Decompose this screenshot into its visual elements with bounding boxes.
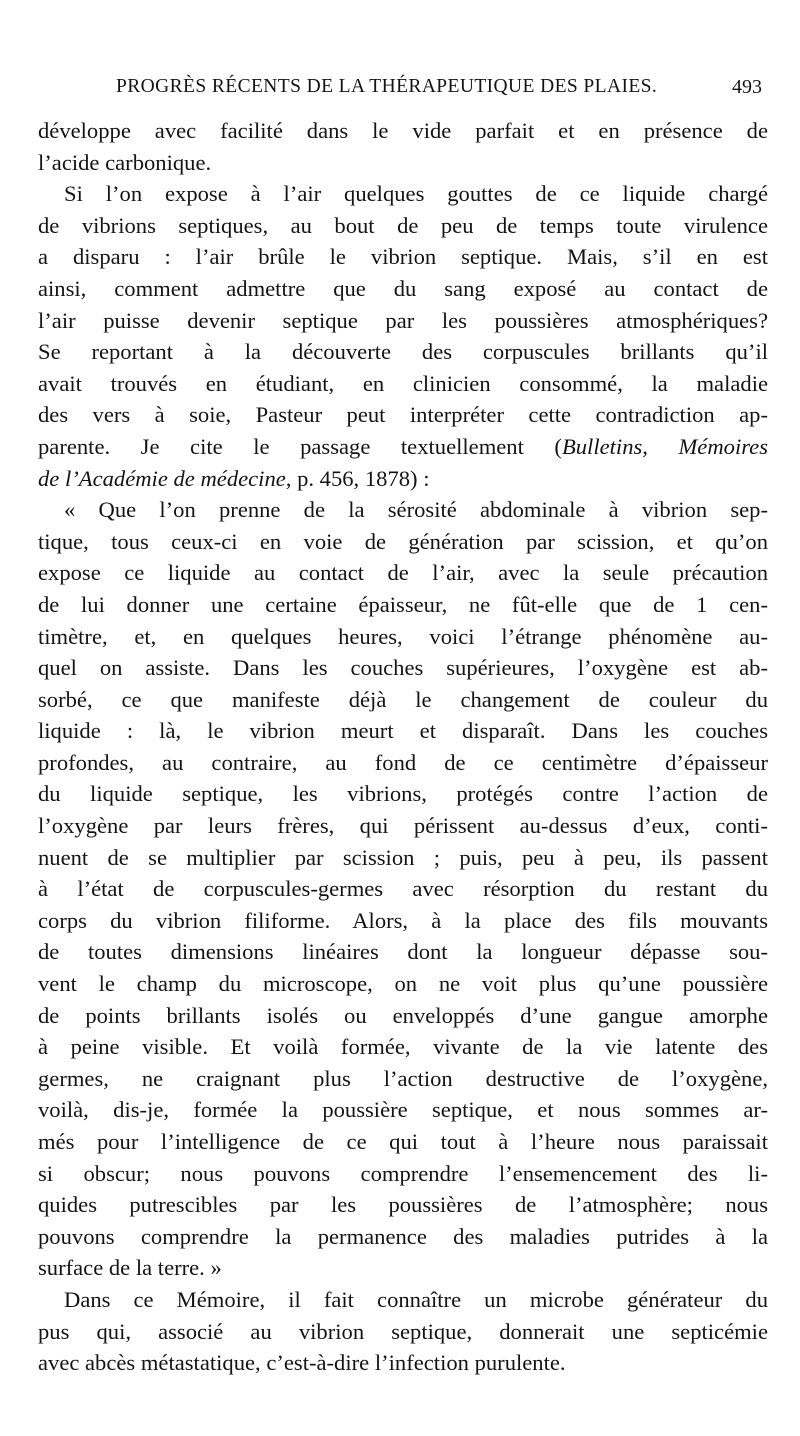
italic-citation: de l’Académie de médecine, bbox=[38, 465, 292, 491]
text-line: nuent de se multiplier par scission ; puis, peu à peu, ils passent bbox=[38, 844, 768, 870]
text-line: l’acide carbonique. bbox=[38, 149, 212, 175]
text-line: si obscur; nous pouvons comprendre l’ensemencement des li- bbox=[38, 1160, 768, 1186]
text-line: de points brillants isolés ou enveloppés d’une gangue amorphe bbox=[38, 1002, 768, 1028]
text-line: de vibrions septiques, au bout de peu de temps toute virulence bbox=[38, 212, 768, 238]
text-line: voilà, dis-je, formée la poussière septique, et nous sommes ar- bbox=[38, 1097, 768, 1123]
page-number: 493 bbox=[732, 76, 762, 98]
text-line-citation bbox=[38, 431, 768, 463]
text-line: liquide : là, le vibrion meurt et disparaît. Dans les couches bbox=[38, 718, 768, 744]
text-line: quel on assiste. Dans les couches supérieures, l’oxygène est ab- bbox=[38, 655, 768, 681]
text-line: avec abcès métastatique, c’est-à-dire l’infection purulente. bbox=[38, 1350, 566, 1376]
text-line: a disparu : l’air brûle le vibrion septique. Mais, s’il en est bbox=[38, 244, 768, 270]
text-line: l’air puisse devenir septique par les poussières atmosphériques? bbox=[38, 307, 768, 333]
text-run: p. 456, 1878) : bbox=[291, 465, 430, 491]
text-line: surface de la terre. » bbox=[38, 1255, 222, 1281]
text-line: de lui donner une certaine épaisseur, ne fût-elle que de 1 cen- bbox=[38, 591, 768, 617]
text-run: parente. Je cite le passage textuellement ( bbox=[38, 433, 562, 459]
text-line: l’oxygène par leurs frères, qui périssent au-dessus d’eux, conti- bbox=[38, 813, 768, 839]
text-line: corps du vibrion filiforme. Alors, à la place des fils mouvants bbox=[38, 907, 768, 933]
text-line: timètre, et, en quelques heures, voici l’étrange phénomène au- bbox=[38, 623, 768, 649]
text-line: pus qui, associé au vibrion septique, donnerait une septicémie bbox=[38, 1318, 768, 1344]
text-line: expose ce liquide au contact de l’air, avec la seule précaution bbox=[38, 560, 768, 586]
text-line: « Que l’on prenne de la sérosité abdominale à vibrion sep- bbox=[64, 497, 768, 523]
text-line: quides putrescibles par les poussières de l’atmosphère; nous bbox=[38, 1192, 768, 1218]
page-header bbox=[38, 76, 762, 106]
text-line: tique, tous ceux-ci en voie de génération par scission, et qu’on bbox=[38, 528, 768, 554]
text-line: des vers à soie, Pasteur peut interpréter cette contradiction ap- bbox=[38, 402, 768, 428]
text-line: germes, ne craignant plus l’action destructive de l’oxygène, bbox=[38, 1065, 768, 1091]
body-text bbox=[38, 115, 768, 1379]
text-line: à l’état de corpuscules-germes avec résorption du restant du bbox=[38, 876, 768, 902]
text-line: Dans ce Mémoire, il fait connaître un microbe générateur du bbox=[64, 1286, 768, 1312]
text-line: du liquide septique, les vibrions, protégés contre l’action de bbox=[38, 781, 768, 807]
text-line: vent le champ du microscope, on ne voit plus qu’une poussière bbox=[38, 971, 768, 997]
text-line: avait trouvés en étudiant, en clinicien consommé, la maladie bbox=[38, 370, 768, 396]
text-line: de toutes dimensions linéaires dont la longueur dépasse sou- bbox=[38, 939, 768, 965]
text-line: ainsi, comment admettre que du sang exposé au contact de bbox=[38, 275, 768, 301]
text-line: Se reportant à la découverte des corpuscules brillants qu’il bbox=[38, 339, 768, 365]
text-line: développe avec facilité dans le vide parfait et en présence de bbox=[38, 118, 768, 143]
italic-citation: Bulletins, Mémoires bbox=[561, 433, 768, 459]
running-head: PROGRÈS RÉCENTS DE LA THÉRAPEUTIQUE DES PLAIES. bbox=[116, 76, 658, 97]
text-line: més pour l’intelligence de ce qui tout à l’heure nous paraissait bbox=[38, 1129, 768, 1154]
text-line: pouvons comprendre la permanence des maladies putrides à la bbox=[38, 1223, 768, 1249]
text-line: sorbé, ce que manifeste déjà le changement de couleur du bbox=[38, 686, 768, 712]
text-line-citation bbox=[38, 463, 768, 495]
text-line: à peine visible. Et voilà formée, vivante de la vie latente des bbox=[38, 1034, 768, 1060]
text-line: profondes, au contraire, au fond de ce centimètre d’épaisseur bbox=[38, 749, 768, 775]
text-line: Si l’on expose à l’air quelques gouttes de ce liquide chargé bbox=[64, 181, 768, 207]
